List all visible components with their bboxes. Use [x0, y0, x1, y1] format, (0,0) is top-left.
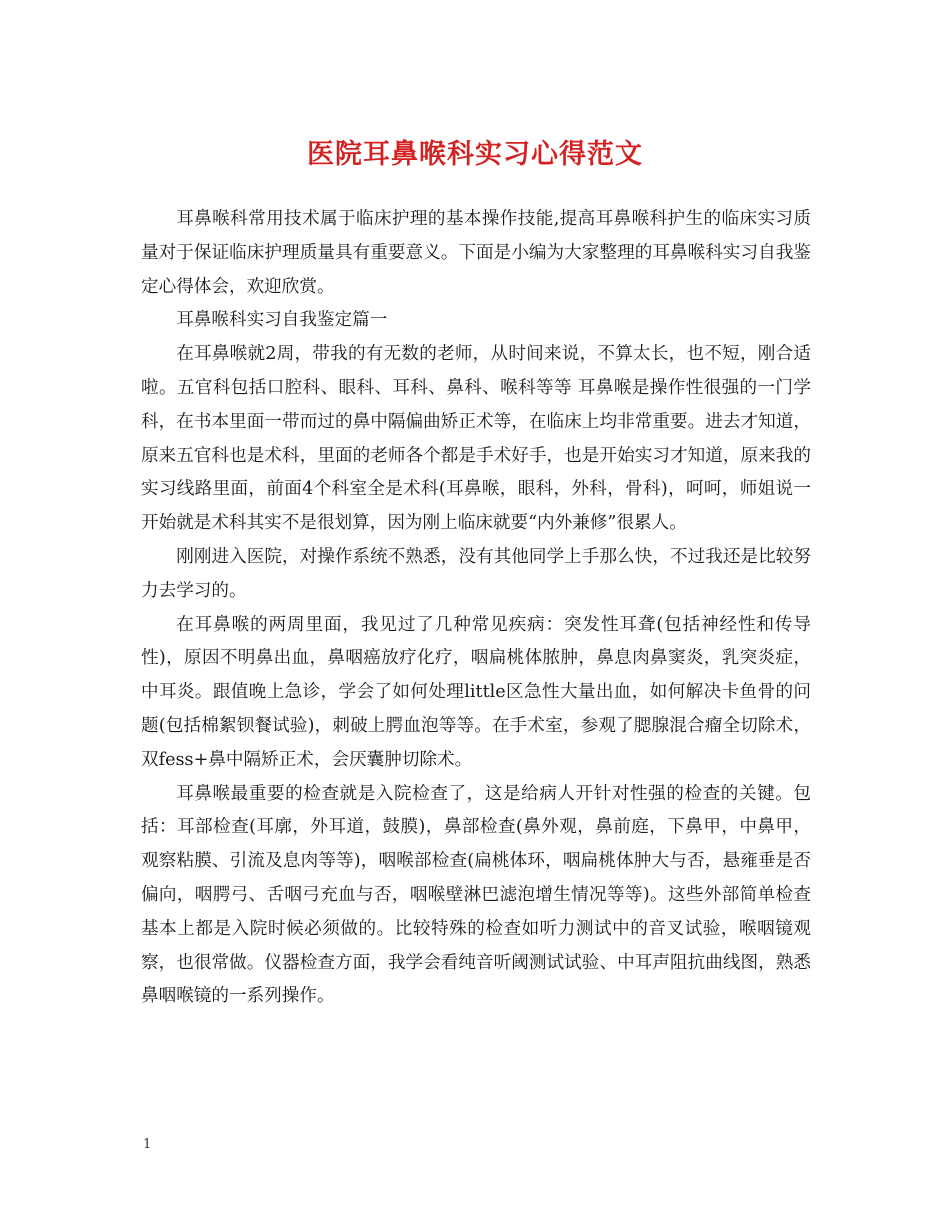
paragraph-start: 刚刚进入医院，对操作系统不熟悉，没有其他同学上手那么快，不过我还是比较努力去学习的。	[141, 546, 811, 601]
section-heading: 耳鼻喉科实习自我鉴定篇一	[176, 310, 388, 331]
paragraph-intro: 耳鼻喉科常用技术属于临床护理的基本操作技能,提高耳鼻喉科护生的临床实习质量对于保证临床护理质量具有重要意义。下面是小编为大家整理的耳鼻喉科实习自我鉴定心得体会，欢迎欣赏。	[141, 209, 811, 297]
paragraph-examinations: 耳鼻喉最重要的检查就是入院检查了，这是给病人开针对性强的检查的关键。包括：耳部检查(耳廓，外耳道，鼓膜)，鼻部检查(鼻外观，鼻前庭，下鼻甲，中鼻甲，观察粘膜、引流及息肉等等)，咽喉部检查(扁桃体环，咽扁桃体肿大与否，悬雍垂是否偏向，咽腭弓、舌咽弓充血与否，咽喉壁淋巴滤泡增生情况等等)。这些外部简单检查基本上都是入院时候必须做的。比较特殊的检查如听力测试中的音叉试验，喉咽镜观察，也很常做。仪器检查方面，我学会看纯音听阈测试试验、中耳声阻抗曲线图，熟悉鼻咽喉镜的一系列操作。	[141, 783, 811, 1007]
document-body	[141, 203, 811, 1014]
document-title: 医院耳鼻喉科实习心得范文	[307, 139, 643, 170]
paragraph-rotation: 在耳鼻喉就2周，带我的有无数的老师，从时间来说，不算太长，也不短，刚合适啦。五官科包括口腔科、眼科、耳科、鼻科、喉科等等 耳鼻喉是操作性很强的一门学科，在书本里面一带而过的鼻中隔偏曲矫正术等，在临床上均非常重要。进去才知道，原来五官科也是术科，里面的老师各个都是手术好手，也是开始实习才知道，原来我的实习线路里面，前面4个科室全是术科(耳鼻喉，眼科，外科，骨科)，呵呵，师姐说一开始就是术科其实不是很划算，因为刚上临床就要“内外兼修”很累人。	[141, 344, 811, 534]
paragraph-diseases: 在耳鼻喉的两周里面，我见过了几种常见疾病：突发性耳聋(包括神经性和传导性)，原因不明鼻出血，鼻咽癌放疗化疗，咽扁桃体脓肿，鼻息肉鼻窦炎，乳突炎症，中耳炎。跟值晚上急诊，学会了如何处理little区急性大量出血，如何解决卡鱼骨的问题(包括棉絮钡餐试验)，刺破上腭血泡等等。在手术室，参观了腮腺混合瘤全切除术，双fess+鼻中隔矫正术，会厌囊肿切除术。	[141, 614, 811, 770]
page-number: 1	[143, 1137, 152, 1152]
